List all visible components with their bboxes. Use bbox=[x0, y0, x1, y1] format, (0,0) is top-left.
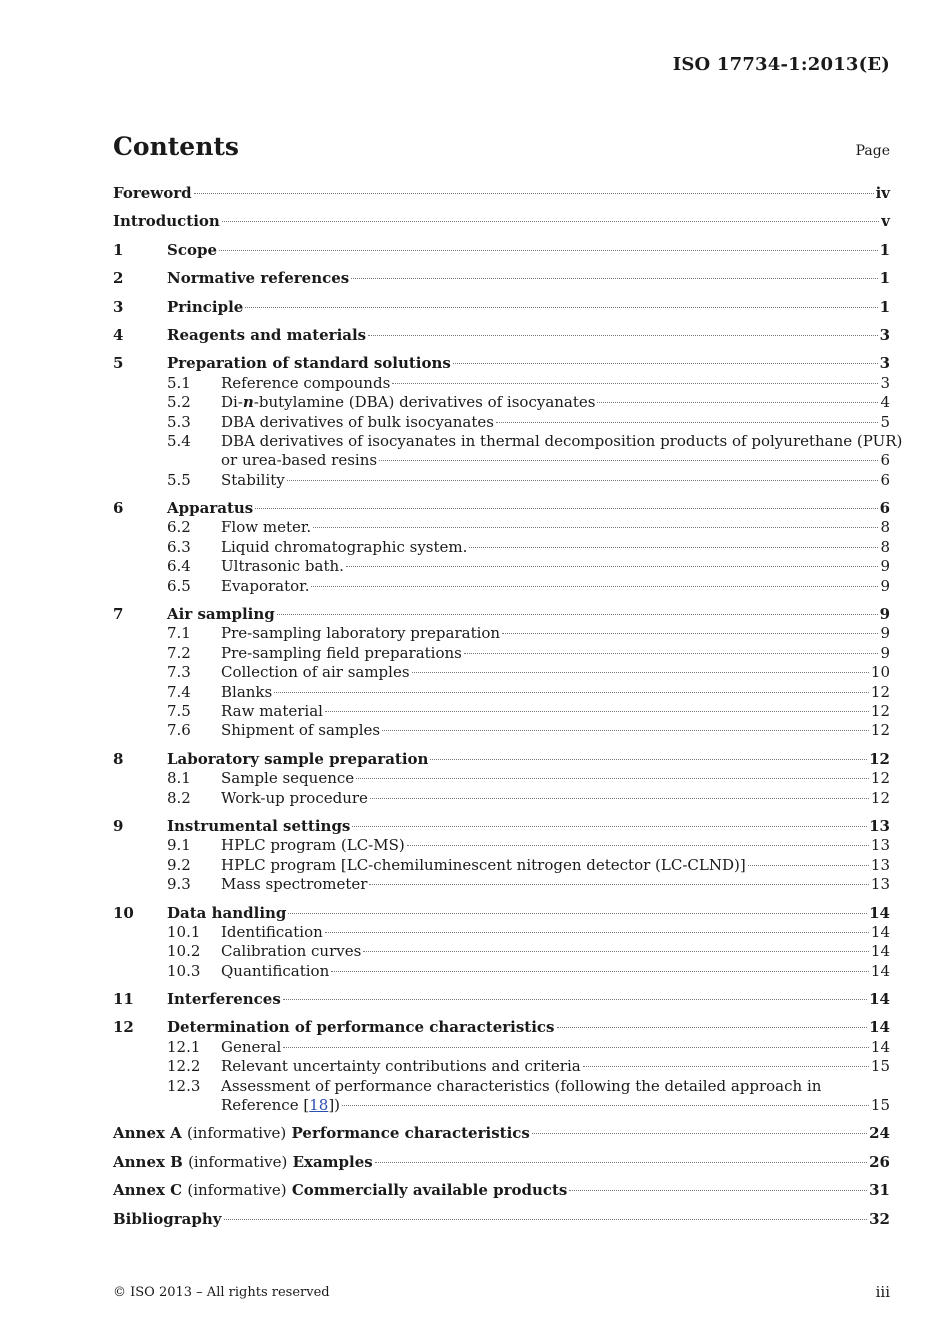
toc-entry-5-3[interactable] bbox=[113, 413, 890, 432]
toc-number: 6.4 bbox=[167, 557, 191, 576]
toc-number: 7.1 bbox=[167, 624, 191, 643]
toc-title: Instrumental settings bbox=[167, 816, 351, 835]
toc-page: 12 bbox=[870, 701, 890, 720]
toc-page: 13 bbox=[870, 836, 890, 855]
toc-title: Quantification bbox=[221, 961, 330, 980]
toc-number: 10.2 bbox=[167, 942, 201, 961]
toc-title: Annex C (informative) Commercially available products bbox=[113, 1181, 568, 1200]
toc-entry-5-4-continued[interactable] bbox=[113, 451, 890, 470]
toc-number: 7.3 bbox=[167, 663, 191, 682]
toc-page: 15 bbox=[870, 1057, 890, 1076]
toc-entry-9-3[interactable] bbox=[113, 875, 890, 894]
toc-title: Introduction bbox=[113, 212, 220, 231]
leader-dots bbox=[368, 335, 877, 336]
toc-entry-8-1[interactable] bbox=[113, 769, 890, 788]
document-id: ISO 17734-1:2013(E) bbox=[672, 54, 890, 75]
toc-number: 9.3 bbox=[167, 875, 191, 894]
toc-number: 5.3 bbox=[167, 412, 191, 431]
toc-page: v bbox=[881, 212, 890, 231]
toc-number: 8.1 bbox=[167, 769, 191, 788]
toc-page: 14 bbox=[870, 942, 890, 961]
leader-dots bbox=[496, 422, 878, 423]
toc-number: 10.1 bbox=[167, 922, 201, 941]
toc-number: 7.5 bbox=[167, 701, 191, 720]
toc-number: 7 bbox=[113, 605, 124, 624]
toc-entry-6-5[interactable] bbox=[113, 577, 890, 596]
toc-entry-7-1[interactable] bbox=[113, 624, 890, 643]
toc-number: 10.3 bbox=[167, 961, 201, 980]
toc-title: Foreword bbox=[113, 184, 192, 202]
toc-entry-5-4[interactable] bbox=[113, 431, 903, 451]
toc-entry-12-3-continued[interactable] bbox=[113, 1096, 890, 1115]
leader-dots bbox=[453, 363, 878, 364]
toc-page: 6 bbox=[880, 451, 890, 470]
toc-entry-6-4[interactable] bbox=[113, 557, 890, 576]
toc-title: DBA derivatives of bulk isocyanates bbox=[221, 412, 494, 431]
toc-page: 14 bbox=[870, 1037, 890, 1056]
leader-dots bbox=[356, 778, 869, 779]
toc-number: 6.5 bbox=[167, 576, 191, 595]
toc-title: Di-n-butylamine (DBA) derivatives of isocyanates bbox=[221, 393, 596, 412]
leader-dots bbox=[224, 1219, 868, 1220]
toc-title: Bibliography bbox=[113, 1209, 222, 1228]
toc-number: 7.6 bbox=[167, 721, 191, 740]
toc-title: or urea-based resins bbox=[221, 451, 378, 470]
toc-page: 14 bbox=[870, 922, 890, 941]
toc-entry-1[interactable] bbox=[113, 241, 890, 260]
leader-dots bbox=[274, 692, 869, 693]
toc-page: 3 bbox=[879, 325, 890, 344]
toc-number: 1 bbox=[113, 240, 124, 259]
leader-dots bbox=[375, 1162, 867, 1163]
toc-page: 9 bbox=[879, 605, 890, 624]
toc-title: Normative references bbox=[167, 269, 350, 288]
toc-number: 6 bbox=[113, 499, 124, 518]
toc-title: Pre-sampling laboratory preparation bbox=[221, 624, 501, 643]
leader-dots bbox=[313, 527, 878, 528]
leader-dots bbox=[194, 193, 874, 194]
toc-page: 1 bbox=[879, 297, 890, 316]
toc-entry-10-3[interactable] bbox=[113, 962, 890, 981]
leader-dots bbox=[331, 971, 869, 972]
toc-number: 5.4 bbox=[167, 431, 191, 450]
toc-entry-3[interactable] bbox=[113, 298, 890, 317]
toc-title: Mass spectrometer bbox=[221, 875, 368, 894]
toc-entry-6-2[interactable] bbox=[113, 518, 890, 537]
toc-entry-6[interactable] bbox=[113, 499, 890, 518]
toc-page: 14 bbox=[869, 1018, 890, 1037]
toc-page: 6 bbox=[880, 470, 890, 489]
toc-number: 7.2 bbox=[167, 643, 191, 662]
leader-dots bbox=[325, 711, 869, 712]
toc-entry-4[interactable] bbox=[113, 326, 890, 345]
toc-title: Reference [18]) bbox=[221, 1096, 341, 1115]
toc-entry-10-2[interactable] bbox=[113, 942, 890, 961]
leader-dots bbox=[287, 480, 879, 481]
toc-number: 8.2 bbox=[167, 788, 191, 807]
page-number: iii bbox=[875, 1283, 890, 1301]
toc-title: Apparatus bbox=[167, 499, 254, 518]
toc-number: 10 bbox=[113, 903, 134, 922]
toc-title: Raw material bbox=[221, 701, 323, 720]
copyright-notice: © ISO 2013 – All rights reserved bbox=[113, 1285, 330, 1300]
toc-page: 9 bbox=[880, 576, 890, 595]
leader-dots bbox=[748, 865, 869, 866]
leader-dots bbox=[255, 508, 877, 509]
toc-number: 5.1 bbox=[167, 373, 191, 392]
toc-number: 9.1 bbox=[167, 836, 191, 855]
toc-page: 31 bbox=[869, 1181, 890, 1200]
toc-title: Reagents and materials bbox=[167, 325, 367, 344]
leader-dots bbox=[464, 653, 879, 654]
leader-dots bbox=[407, 845, 869, 846]
leader-dots bbox=[532, 1133, 867, 1134]
leader-dots bbox=[325, 932, 869, 933]
toc-title: Evaporator. bbox=[221, 576, 310, 595]
toc-entry-8[interactable] bbox=[113, 750, 890, 769]
leader-dots bbox=[311, 586, 878, 587]
leader-dots bbox=[412, 672, 869, 673]
leader-dots bbox=[219, 250, 878, 251]
toc-page: 9 bbox=[880, 643, 890, 662]
toc-number: 9 bbox=[113, 816, 124, 835]
toc-entry-12-1[interactable] bbox=[113, 1038, 890, 1057]
toc-page: 12 bbox=[870, 769, 890, 788]
leader-dots bbox=[277, 614, 878, 615]
toc-number: 9.2 bbox=[167, 855, 191, 874]
leader-dots bbox=[569, 1190, 867, 1191]
toc-page: 15 bbox=[870, 1096, 890, 1115]
toc-page: 13 bbox=[869, 816, 890, 835]
toc-title: Laboratory sample preparation bbox=[167, 749, 429, 768]
toc-entry-5-1[interactable] bbox=[113, 374, 890, 393]
toc-number: 12.1 bbox=[167, 1037, 201, 1056]
toc-title: Determination of performance characteristics bbox=[167, 1018, 555, 1037]
toc-page: 5 bbox=[880, 412, 890, 431]
leader-dots bbox=[469, 547, 878, 548]
toc-page: 24 bbox=[869, 1124, 890, 1143]
leader-dots bbox=[283, 999, 867, 1000]
toc-title: Shipment of samples bbox=[221, 721, 381, 740]
toc-title: Relevant uncertainty contributions and criteria bbox=[221, 1057, 581, 1076]
leader-dots bbox=[245, 307, 877, 308]
toc-page: 1 bbox=[879, 240, 890, 259]
toc-entry-7[interactable] bbox=[113, 605, 890, 624]
toc-title: Annex A (informative) Performance characteristics bbox=[113, 1124, 530, 1143]
toc-page: 12 bbox=[869, 749, 890, 768]
toc-entry-12-3[interactable] bbox=[113, 1077, 890, 1096]
toc-title: Reference compounds bbox=[221, 373, 391, 392]
toc-number: 8 bbox=[113, 749, 124, 768]
toc-entry-11[interactable] bbox=[113, 990, 890, 1009]
leader-dots bbox=[370, 798, 869, 799]
toc-page: 3 bbox=[879, 354, 890, 373]
toc-page: 10 bbox=[870, 663, 890, 682]
toc-page: 8 bbox=[880, 518, 890, 537]
toc-title: Work-up procedure bbox=[221, 788, 368, 807]
toc-entry-9-1[interactable] bbox=[113, 836, 890, 855]
toc-page: 14 bbox=[869, 990, 890, 1009]
toc-title: Identification bbox=[221, 922, 323, 941]
toc-page: 3 bbox=[880, 373, 890, 392]
leader-dots bbox=[283, 1047, 869, 1048]
toc-title: Assessment of performance characteristics (following the detailed approach in bbox=[221, 1076, 822, 1095]
toc-title: Scope bbox=[167, 240, 218, 259]
toc-page: 6 bbox=[879, 499, 890, 518]
leader-dots bbox=[222, 221, 879, 222]
toc-page: 12 bbox=[870, 788, 890, 807]
table-of-contents bbox=[113, 184, 903, 1229]
toc-title: Liquid chromatographic system. bbox=[221, 537, 468, 556]
leader-dots bbox=[430, 759, 867, 760]
toc-entry-9-2[interactable] bbox=[113, 856, 890, 875]
toc-title: Sample sequence bbox=[221, 769, 355, 788]
toc-page: 14 bbox=[869, 903, 890, 922]
toc-page: 12 bbox=[870, 682, 890, 701]
toc-title: Air sampling bbox=[167, 605, 275, 624]
toc-entry-5-2[interactable] bbox=[113, 393, 890, 412]
toc-title: Calibration curves bbox=[221, 942, 362, 961]
leader-dots bbox=[342, 1105, 869, 1106]
toc-title: Flow meter. bbox=[221, 518, 312, 537]
toc-number: 5.2 bbox=[167, 393, 191, 412]
toc-title: DBA derivatives of isocyanates in thermal decomposition products of polyurethane (PUR) bbox=[221, 431, 903, 450]
toc-title: HPLC program [LC-chemiluminescent nitrogen detector (LC-CLND)] bbox=[221, 855, 746, 874]
toc-page: 4 bbox=[880, 393, 890, 412]
leader-dots bbox=[597, 402, 878, 403]
toc-entry-2[interactable] bbox=[113, 269, 890, 288]
toc-number: 4 bbox=[113, 325, 124, 344]
toc-entry-12[interactable] bbox=[113, 1018, 890, 1037]
toc-entry-8-2[interactable] bbox=[113, 789, 890, 808]
toc-entry-7-3[interactable] bbox=[113, 663, 890, 682]
toc-number: 6.3 bbox=[167, 537, 191, 556]
toc-page: 1 bbox=[879, 269, 890, 288]
toc-title: Principle bbox=[167, 297, 244, 316]
leader-dots bbox=[351, 278, 877, 279]
leader-dots bbox=[392, 383, 878, 384]
toc-entry-10[interactable] bbox=[113, 904, 890, 923]
toc-number: 5 bbox=[113, 354, 124, 373]
toc-number: 12.2 bbox=[167, 1057, 201, 1076]
toc-entry-7-2[interactable] bbox=[113, 644, 890, 663]
toc-title: Data handling bbox=[167, 903, 287, 922]
toc-entry-introduction[interactable] bbox=[113, 212, 890, 231]
toc-title: General bbox=[221, 1037, 282, 1056]
toc-page: 13 bbox=[870, 875, 890, 894]
reference-link[interactable]: 18 bbox=[309, 1096, 329, 1115]
toc-entry-7-4[interactable] bbox=[113, 683, 890, 702]
toc-entry-annex-a[interactable] bbox=[113, 1124, 890, 1143]
toc-page: 8 bbox=[880, 537, 890, 556]
leader-dots bbox=[352, 826, 867, 827]
toc-page: 13 bbox=[870, 855, 890, 874]
toc-title: Interferences bbox=[167, 990, 281, 1009]
toc-title: HPLC program (LC-MS) bbox=[221, 836, 405, 855]
toc-page: 26 bbox=[869, 1152, 890, 1171]
toc-entry-7-5[interactable] bbox=[113, 702, 890, 721]
leader-dots bbox=[288, 913, 867, 914]
toc-page: 9 bbox=[880, 624, 890, 643]
page-column-label: Page bbox=[855, 143, 890, 159]
leader-dots bbox=[557, 1027, 868, 1028]
toc-title: Stability bbox=[221, 470, 285, 489]
toc-entry-foreword[interactable] bbox=[113, 184, 890, 203]
toc-number: 2 bbox=[113, 269, 124, 288]
leader-dots bbox=[363, 951, 869, 952]
toc-title: Preparation of standard solutions bbox=[167, 354, 451, 373]
toc-entry-10-1[interactable] bbox=[113, 923, 890, 942]
toc-title: Blanks bbox=[221, 682, 273, 701]
leader-dots bbox=[382, 730, 869, 731]
toc-page: 14 bbox=[870, 961, 890, 980]
leader-dots bbox=[346, 566, 879, 567]
toc-number: 7.4 bbox=[167, 682, 191, 701]
page-title: Contents bbox=[113, 132, 240, 161]
toc-entry-annex-b[interactable] bbox=[113, 1153, 890, 1172]
toc-entry-bibliography[interactable] bbox=[113, 1210, 890, 1229]
toc-page: 12 bbox=[870, 721, 890, 740]
toc-page: 9 bbox=[880, 557, 890, 576]
toc-page: 32 bbox=[869, 1209, 890, 1228]
toc-number: 12 bbox=[113, 1018, 134, 1037]
toc-number: 5.5 bbox=[167, 470, 191, 489]
leader-dots bbox=[369, 884, 868, 885]
leader-dots bbox=[379, 460, 878, 461]
toc-entry-9[interactable] bbox=[113, 817, 890, 836]
toc-title: Ultrasonic bath. bbox=[221, 557, 344, 576]
toc-title: Pre-sampling field preparations bbox=[221, 643, 462, 662]
toc-number: 11 bbox=[113, 990, 134, 1009]
toc-entry-12-2[interactable] bbox=[113, 1057, 890, 1076]
toc-number: 6.2 bbox=[167, 518, 191, 537]
toc-entry-annex-c[interactable] bbox=[113, 1181, 890, 1200]
toc-entry-6-3[interactable] bbox=[113, 538, 890, 557]
toc-entry-5[interactable] bbox=[113, 354, 890, 373]
toc-page: iv bbox=[875, 184, 890, 202]
toc-entry-7-6[interactable] bbox=[113, 721, 890, 740]
leader-dots bbox=[583, 1066, 869, 1067]
toc-entry-5-5[interactable] bbox=[113, 471, 890, 490]
toc-number: 12.3 bbox=[167, 1076, 201, 1095]
leader-dots bbox=[502, 633, 878, 634]
toc-title: Collection of air samples bbox=[221, 663, 410, 682]
toc-title: Annex B (informative) Examples bbox=[113, 1152, 373, 1171]
toc-number: 3 bbox=[113, 297, 124, 316]
